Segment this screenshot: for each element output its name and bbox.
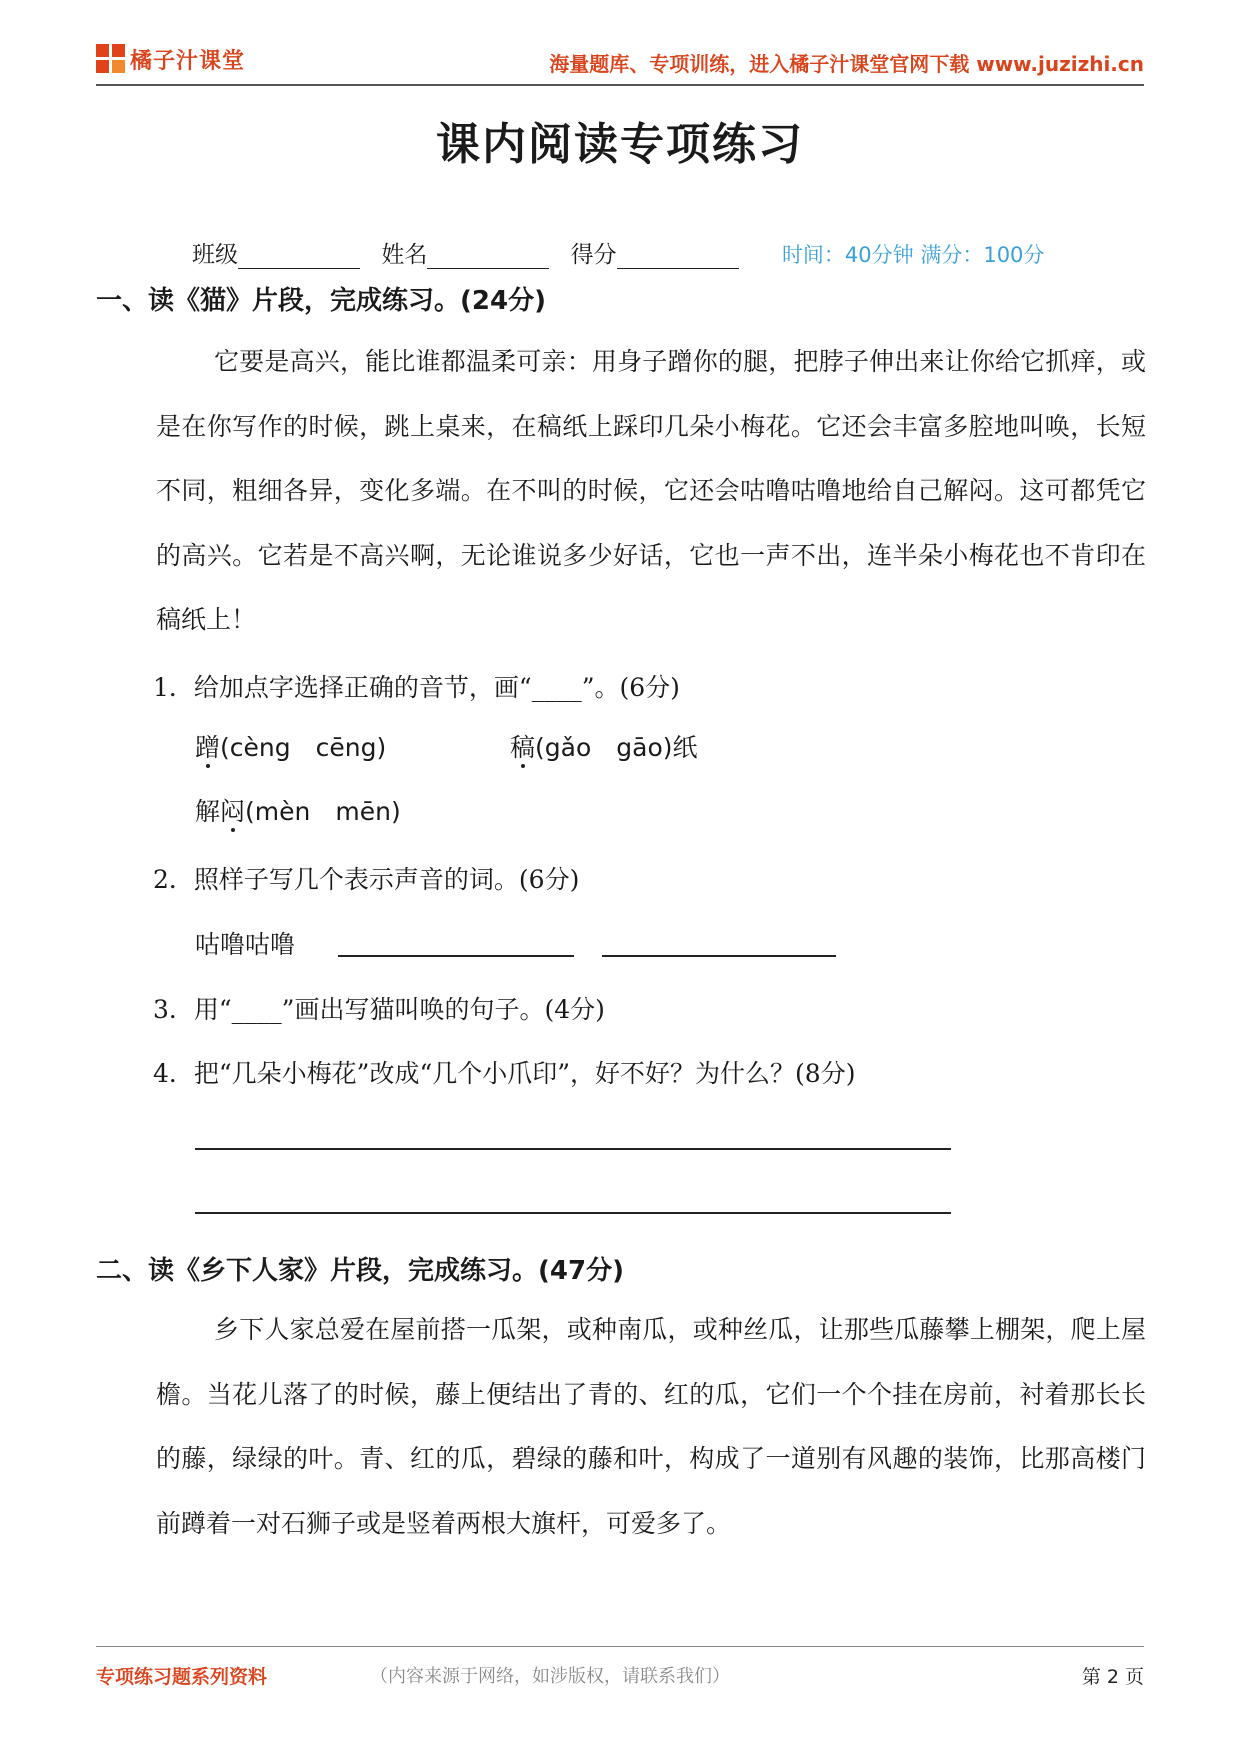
- section-2-passage: [156, 1298, 1146, 1556]
- q1-item-1: [195, 728, 386, 764]
- question-1: 1．给加点字选择正确的音节，画“____”。(6分): [153, 673, 680, 702]
- logo-text: 橘子汁课堂: [130, 49, 246, 74]
- pinyin-options[interactable]: (gǎo gāo): [535, 733, 673, 762]
- question-3: 3．用“____”画出写猫叫唤的句子。(4分): [153, 995, 605, 1024]
- pinyin-options[interactable]: (cèng cēng): [220, 733, 387, 762]
- footer-divider: [96, 1646, 1144, 1647]
- q4-answer-line-1[interactable]: [195, 1148, 951, 1150]
- class-blank[interactable]: [238, 244, 360, 269]
- q2-example: 咕噜咕噜: [195, 930, 296, 959]
- pinyin-options[interactable]: (mèn mēn): [245, 797, 401, 826]
- section-1-passage: [156, 330, 1146, 653]
- passage-text: 乡下人家总爱在屋前搭一瓜架，或种南瓜，或种丝瓜，让那些瓜藤攀上棚架，爬上屋檐。当花儿落了的时候，藤上便结出了青的、红的瓜，它们一个个挂在房前，衬着那长长的藤，绿绿的叶。青、红的瓜，碧绿的藤和叶，构成了一道别有风趣的装饰，比那高楼门前蹲着一对石狮子或是竖着两根大旗杆，可爱多了。: [156, 1315, 1146, 1538]
- q1-item-3: [195, 792, 401, 828]
- section-1-title: 一、读《猫》片段，完成练习。(24分): [96, 286, 546, 316]
- header-slogan: 海量题库、专项训练，进入橘子汁课堂官网下载 www.juzizhi.cn: [549, 52, 1144, 76]
- q4-answer-line-2[interactable]: [195, 1212, 951, 1214]
- passage-text: 它要是高兴，能比谁都温柔可亲：用身子蹭你的腿，把脖子伸出来让你给它抓痒，或是在你写作的时候，跳上桌来，在稿纸上踩印几朵小梅花。它还会丰富多腔地叫唤，长短不同，粗细各异，变化多端。在不叫的时候，它还会咕噜咕噜地给自己解闷。这可都凭它的高兴。它若是不高兴啊，无论谁说多少好话，它也一声不出，连半朵小梅花也不肯印在稿纸上！: [156, 347, 1146, 634]
- score-label: 得分: [570, 242, 617, 268]
- page-number: 第 2 页: [1081, 1666, 1144, 1688]
- dotted-char: 稿: [510, 733, 536, 762]
- prefix-char: 解: [195, 797, 221, 826]
- score-blank[interactable]: [617, 244, 739, 269]
- suffix-char: 纸: [672, 733, 698, 762]
- class-label: 班级: [192, 242, 238, 268]
- q2-answer-line-1[interactable]: [338, 955, 574, 957]
- name-label: 姓名: [381, 242, 428, 268]
- name-blank[interactable]: [427, 244, 549, 269]
- question-2: 2．照样子写几个表示声音的词。(6分): [153, 865, 580, 894]
- footer-notice: （内容来源于网络，如涉版权，请联系我们）: [370, 1666, 730, 1687]
- section-2-title: 二、读《乡下人家》片段，完成练习。(47分): [96, 1256, 624, 1286]
- student-info-row: [192, 236, 1044, 269]
- q1-item-2: [510, 728, 698, 764]
- q2-answer-line-2[interactable]: [602, 955, 836, 957]
- footer-series: 专项练习题系列资料: [96, 1666, 268, 1688]
- logo-icon: [96, 44, 126, 74]
- question-4: 4．把“几朵小梅花”改成“几个小爪印”，好不好？为什么？(8分): [153, 1059, 856, 1088]
- dotted-char: 蹭: [195, 733, 221, 762]
- dotted-char: 闷: [220, 797, 246, 826]
- page-title: 课内阅读专项练习: [436, 119, 804, 170]
- time-score-meta: 时间：40分钟 满分：100分: [781, 243, 1045, 267]
- header-divider: [96, 84, 1144, 86]
